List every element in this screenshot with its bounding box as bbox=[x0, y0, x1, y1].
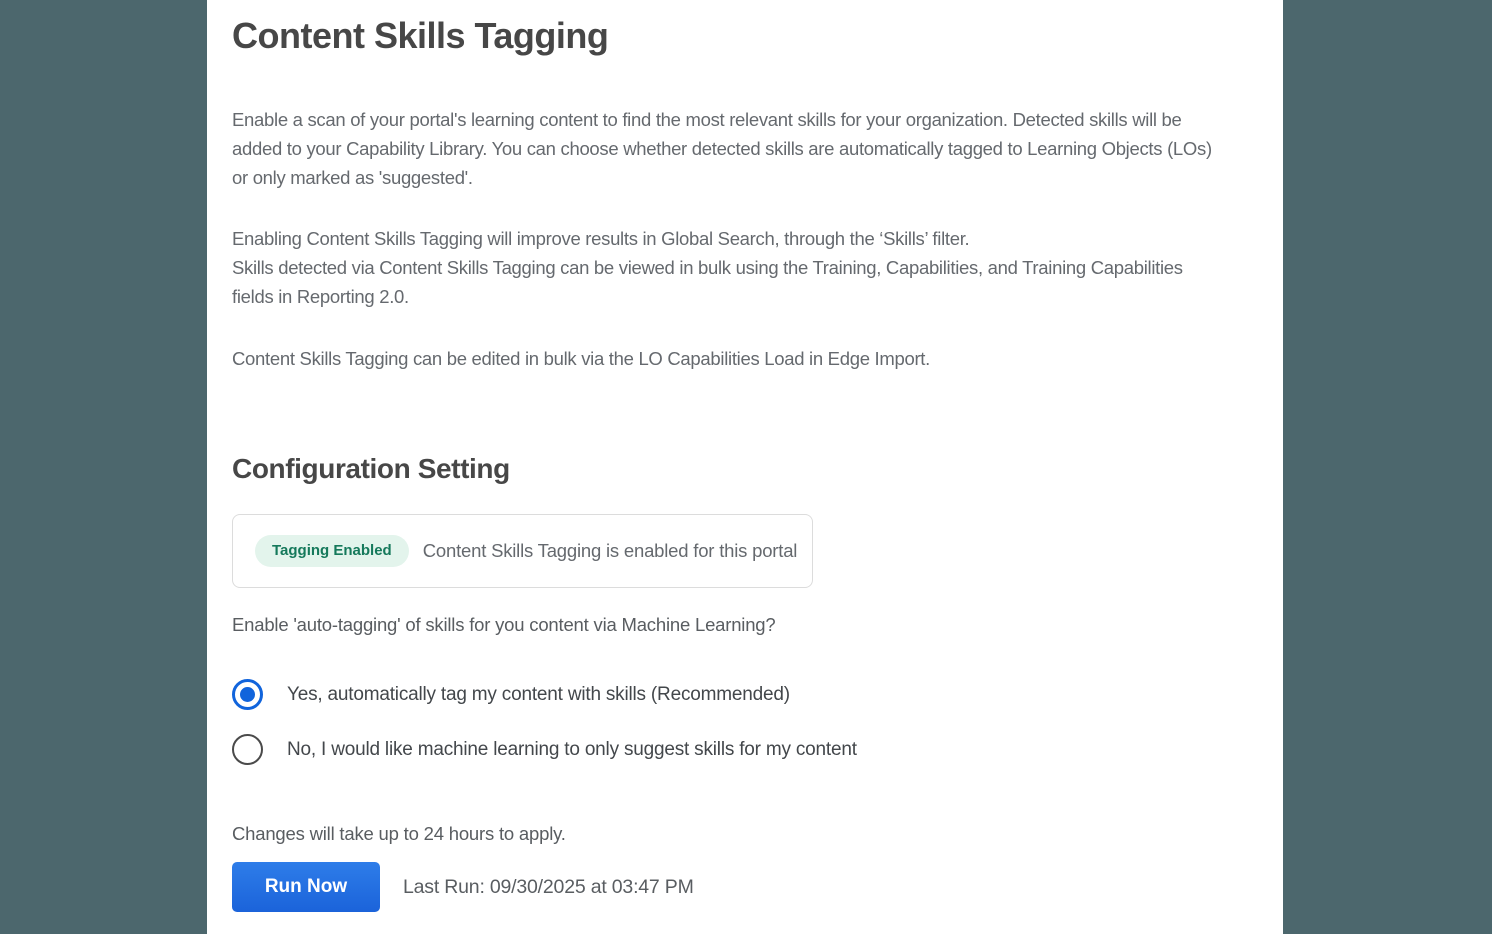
radio-dot-icon bbox=[240, 687, 255, 702]
paragraph-line: Content Skills Tagging can be edited in bulk via the LO Capabilities Load in Edge Import. bbox=[232, 348, 930, 369]
intro-paragraph-3 bbox=[232, 344, 1258, 373]
radio-option-yes[interactable] bbox=[232, 679, 1258, 710]
tagging-status-card bbox=[232, 514, 813, 588]
intro-paragraph-1 bbox=[232, 105, 1258, 192]
tagging-status-text: Content Skills Tagging is enabled for this portal bbox=[422, 540, 798, 561]
run-now-button[interactable]: Run Now bbox=[232, 862, 380, 912]
main-content-panel bbox=[207, 0, 1283, 934]
paragraph-line: added to your Capability Library. You can choose whether detected skills are automatically tagged to Learning Objects (LOs) bbox=[232, 138, 1212, 159]
paragraph-line: Enable a scan of your portal's learning content to find the most relevant skills for your organization. Detected skills will be bbox=[232, 109, 1182, 130]
page-title: Content Skills Tagging bbox=[232, 15, 609, 56]
paragraph-line: fields in Reporting 2.0. bbox=[232, 286, 409, 307]
radio-yes-label: Yes, automatically tag my content with skills (Recommended) bbox=[287, 683, 790, 705]
paragraph-line: Enabling Content Skills Tagging will improve results in Global Search, through the ‘Skills’ filter. bbox=[232, 228, 970, 249]
radio-option-no[interactable] bbox=[232, 734, 1258, 765]
intro-paragraph-2 bbox=[232, 224, 1258, 311]
tagging-enabled-badge: Tagging Enabled bbox=[255, 535, 409, 567]
last-run-text: Last Run: 09/30/2025 at 03:47 PM bbox=[403, 875, 694, 898]
paragraph-line: Skills detected via Content Skills Tagging can be viewed in bulk using the Training, Capabilities, and Training Capabilities bbox=[232, 257, 1183, 278]
configuration-setting-heading: Configuration Setting bbox=[232, 453, 510, 484]
paragraph-line: or only marked as 'suggested'. bbox=[232, 167, 473, 188]
apply-note: Changes will take up to 24 hours to apply. bbox=[232, 823, 566, 844]
radio-no-label: No, I would like machine learning to only suggest skills for my content bbox=[287, 738, 857, 760]
radio-button-no[interactable] bbox=[232, 734, 263, 765]
run-row bbox=[232, 862, 1258, 912]
radio-button-yes[interactable] bbox=[232, 679, 263, 710]
auto-tagging-question: Enable 'auto-tagging' of skills for you content via Machine Learning? bbox=[232, 614, 776, 635]
